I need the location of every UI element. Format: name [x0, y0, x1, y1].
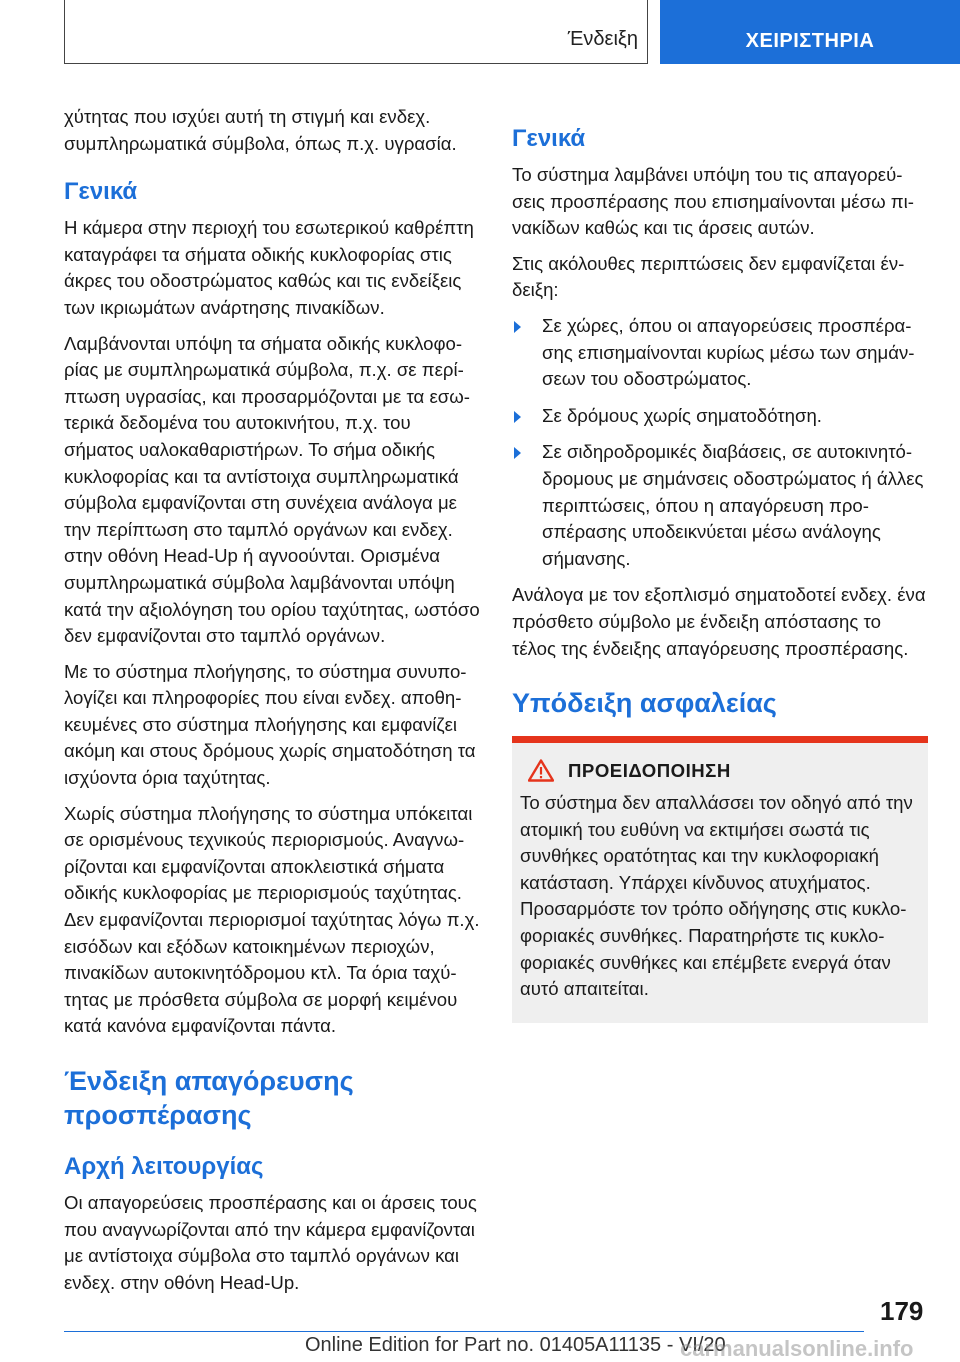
triangle-bullet-icon: [514, 447, 521, 459]
warning-header: [520, 759, 918, 782]
triangle-bullet-icon: [514, 321, 521, 333]
paragraph-signs: Λαμβάνονται υπόψη τα σήματα οδικής κυκλοφορίας με συμπληρωματικά σύμβολα, π.χ. σε περίπτωση υγρασίας, και προσαρμόζονται με τα εσωτερικά δεδομένα του αυτοκινήτου, π.χ. του σήματος υαλοκαθαριστήρων. Το σήμα οδικής κυκλοφορίας και τα αντίστοιχα συμπληρωματικά σύμβολα εμφανίζονται στη συνέχεια ανάλογα με την περίπτωση στο ταμπλό οργάνων και ενδεχ. στην οθόνη Head-Up ή αγνοούνται. Ορισμένα συμπληρωματικά σύμβολα λαμβάνονται υπόψη κατά την αξιολόγηση του ορίου ταχύτητας, ωστόσο δεν εμφανίζονται στο ταμπλό οργάνων.: [64, 332, 480, 647]
warning-title: ΠΡΟΕΙΔΟΠΟΙΗΣΗ: [568, 759, 731, 781]
paragraph-function: Οι απαγορεύσεις προσπέρασης και οι άρσεις τους που αναγνωρίζονται από την κάμερα εμφανίζονται με αντίστοιχα σύμβολα στο ταμπλό οργάνων και ενδεχ. στην οθόνη Head-Up.: [64, 1192, 477, 1293]
triangle-bullet-icon: [514, 411, 521, 423]
list-item: Σε δρόμους χωρίς σηματοδότηση.: [512, 403, 928, 430]
heading-function: Αρχή λειτουργίας: [64, 1153, 264, 1180]
warning-text: Το σύστημα δεν απαλλάσσει τον οδηγό από την ατομική του ευθύνη να εκτιμήσει σωστά τις συνθήκες ορατότητας και την κυκλοφοριακή κατάσταση. Υπάρχει κίνδυνος ατυχήματος. Προσαρμόστε τον τρόπο οδήγησης στις κυκλοφοριακές συνθήκες. Παρατηρήστε τις κυκλοφοριακές συνθήκες και επέμβετε ενεργά όταν αυτό απαιτείται.: [520, 792, 913, 1000]
watermark: carmanualsonline.info: [680, 1336, 914, 1361]
cases-list: [512, 313, 928, 572]
left-column: [64, 104, 480, 1305]
intro-paragraph: χύτητας που ισχύει αυτή τη στιγμή και ενδεχ. συμπληρωματικά σύμβολα, όπως π.χ. υγρασία.: [64, 106, 457, 154]
warning-box: [512, 736, 928, 1023]
heading-general-right: Γενικά: [512, 125, 586, 152]
footer-edition: Online Edition for Part no. 01405A11135 - VI/20: [305, 1334, 726, 1356]
paragraph-navigation: Με το σύστημα πλοήγησης, το σύστημα συνυπολογίζει και πληροφορίες που είναι ενδεχ. αποθηκευμένες στο σύστημα πλοήγησης και εμφανίζει ακόμη και στους δρόμους χωρίς σηματοδότηση τα ισχύοντα όρια ταχύτητας.: [64, 660, 476, 789]
list-item: Σε σιδηροδρομικές διαβάσεις, σε αυτοκινητόδρομους με σημάνσεις οδοστρώματος ή άλλες περιπτώσεις, όπου η απαγόρευση προσπέρασης υποδεικνύεται μέσω ανάλογης σήμανσης.: [512, 439, 928, 572]
paragraph-camera: Η κάμερα στην περιοχή του εσωτερικού καθρέπτη καταγράφει τα σήματα οδικής κυκλοφορίας στις άκρες του οδοστρώματος καθώς και τις ενδείξεις των ικριωμάτων ανάρτησης πινακίδων.: [64, 217, 474, 318]
right-column: [512, 104, 928, 1023]
list-item: Σε χώρες, όπου οι απαγορεύσεις προσπέρασης επισημαίνονται κυρίως μέσω των σημάνσεων του οδοστρώματος.: [512, 313, 928, 393]
paragraph-cases: Στις ακόλουθες περιπτώσεις δεν εμφανίζεται ένδειξη:: [512, 252, 905, 301]
paragraph-no-navigation: Χωρίς σύστημα πλοήγησης το σύστημα υπόκειται σε ορισμένους τεχνικούς περιορισμούς. Αναγνωρίζονται και εμφανίζονται αποκλειστικά σήματα οδικής κυκλοφορίας με περιορισμούς ταχύτητας. Δεν εμφανίζονται περιορισμοί ταχύτητας λόγω π.χ. εισόδων και εξόδων κατοικημένων περιοχών, πινακίδων αυτοκινητόδρομου κτλ. Τα όρια ταχύτητας με πρόσθετα σύμβολα σε μορφή κειμένου κατά κανόνα εμφανίζονται πάντα.: [64, 802, 480, 1037]
paragraph-system: Το σύστημα λαμβάνει υπόψη του τις απαγορεύσεις προσπέρασης που επισημαίνονται μέσω πινακίδων καθώς και τις άρσεις αυτών.: [512, 164, 914, 239]
heading-general-left: Γενικά: [64, 178, 138, 206]
footer-divider: [64, 1331, 864, 1332]
paragraph-equipment: Ανάλογα με τον εξοπλισμό σηματοδοτεί ενδεχ. ένα πρόσθετο σύμβολο με ένδειξη απόστασης το τέλος της ένδειξης απαγόρευσης προσπέρασης.: [512, 584, 926, 659]
warning-triangle-icon: [528, 759, 554, 782]
page-number: 179: [880, 1296, 924, 1326]
heading-safety: Υπόδειξη ασφαλείας: [512, 688, 777, 719]
chapter-tab[interactable]: ΧΕΙΡΙΣΤΗΡΙΑ: [660, 0, 960, 64]
header-section-label: Ένδειξη: [567, 28, 638, 50]
heading-no-passing: Ένδειξη απαγόρευσης προσπέρασης: [64, 1066, 354, 1130]
header-frame: [64, 0, 648, 64]
